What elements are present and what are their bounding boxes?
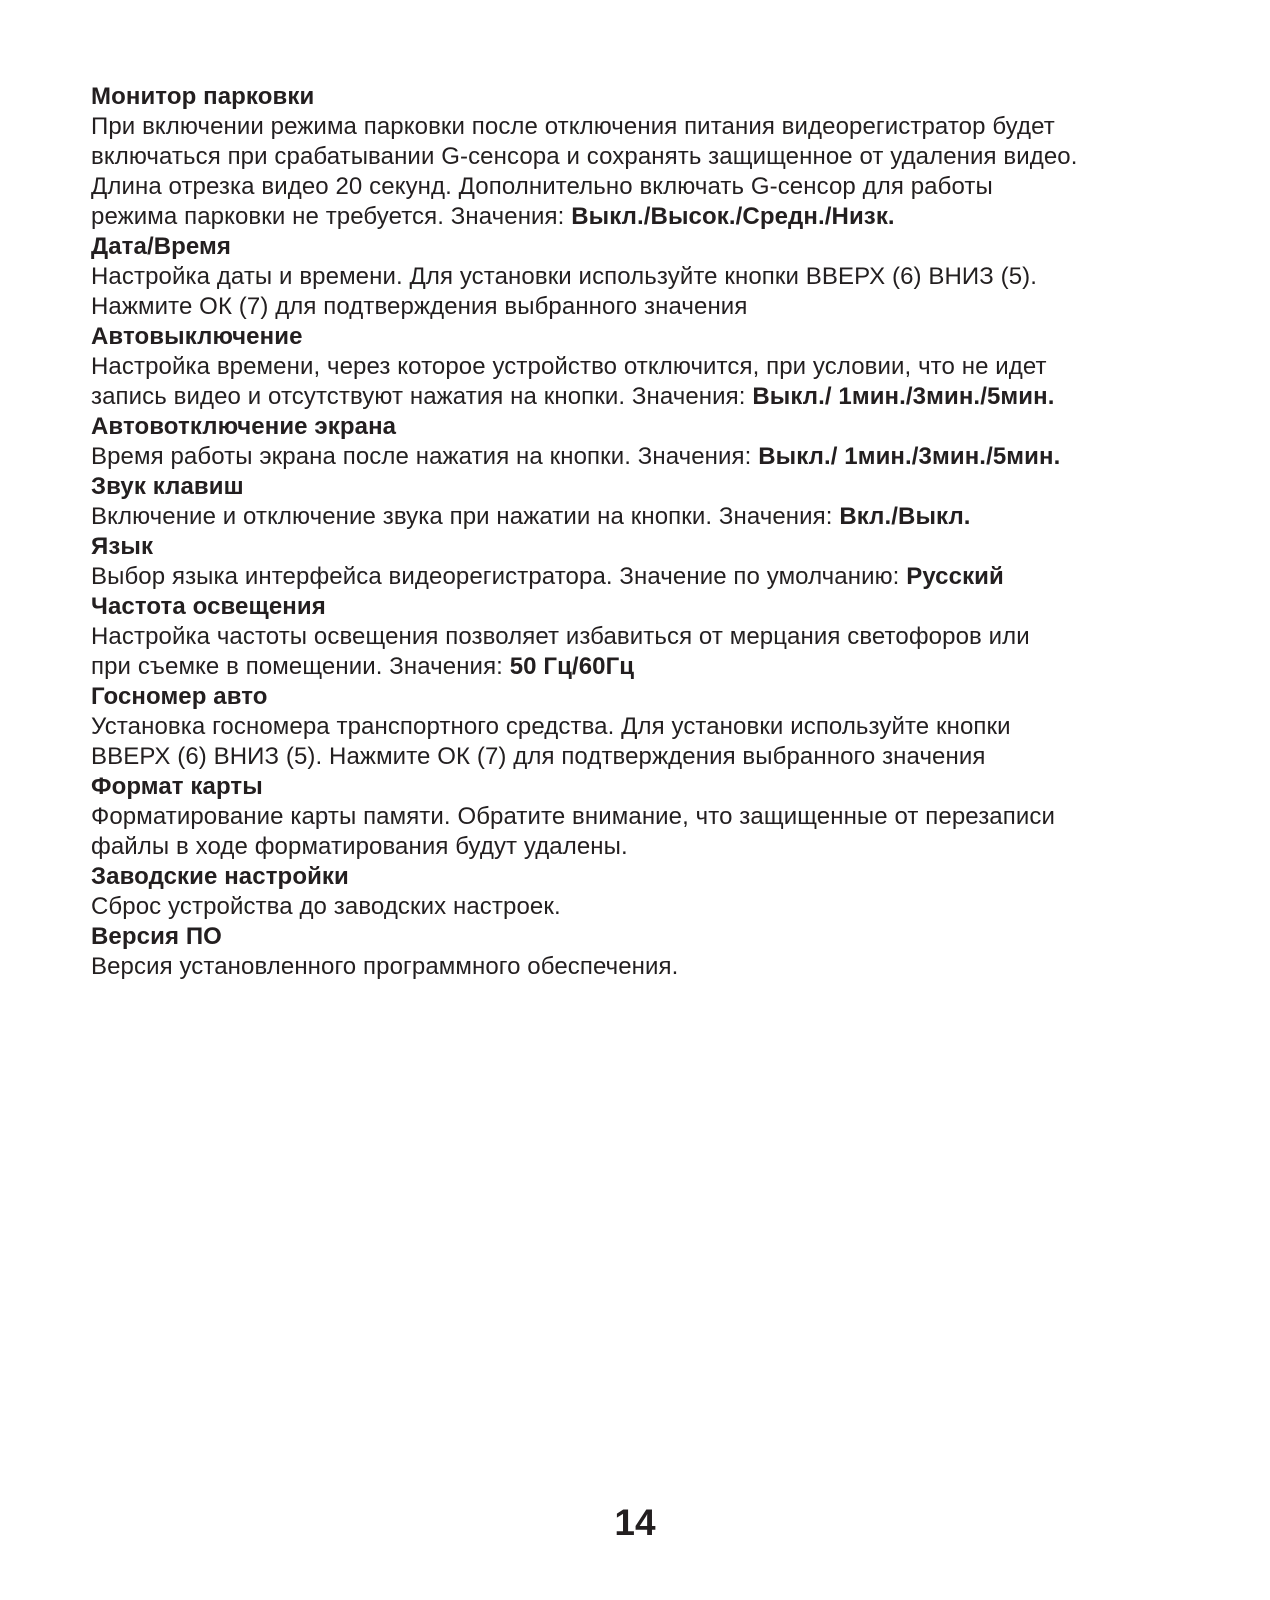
body-line <box>91 112 1181 142</box>
manual-section <box>91 412 1181 472</box>
text-run: Форматирование карты памяти. Обратите внимание, что защищенные от перезаписи <box>91 803 1055 830</box>
body-line <box>91 352 1181 382</box>
body-line <box>91 802 1181 832</box>
manual-section <box>91 682 1181 772</box>
body-line <box>91 712 1181 742</box>
text-run: Выбор языка интерфейса видеорегистратора. Значение по умолчанию: <box>91 563 907 590</box>
text-run: при съемке в помещении. Значения: <box>91 653 510 680</box>
text-run: Настройка частоты освещения позволяет избавиться от мерцания светофоров или <box>91 623 1030 650</box>
body-line <box>91 562 1181 592</box>
body-line <box>91 142 1181 172</box>
section-heading: Версия ПО <box>91 923 222 950</box>
body-line <box>91 172 1181 202</box>
manual-section <box>91 472 1181 532</box>
body-line <box>91 742 1181 772</box>
page-number: 14 <box>614 1502 656 1543</box>
manual-section <box>91 862 1181 922</box>
section-heading: Язык <box>91 533 154 560</box>
text-run: Установка госномера транспортного средства. Для установки используйте кнопки <box>91 713 1011 740</box>
text-run: Включение и отключение звука при нажатии на кнопки. Значения: <box>91 503 840 530</box>
body-line <box>91 202 1181 232</box>
body-line <box>91 382 1181 412</box>
text-run: режима парковки не требуется. Значения: <box>91 203 572 230</box>
section-heading: Дата/Время <box>91 233 231 260</box>
text-run: файлы в ходе форматирования будут удалены. <box>91 833 628 860</box>
body-line <box>91 832 1181 862</box>
section-heading: Госномер авто <box>91 683 268 710</box>
manual-section <box>91 532 1181 592</box>
text-run: Длина отрезка видео 20 секунд. Дополнительно включать G-сенсор для работы <box>91 173 993 200</box>
body-line <box>91 652 1181 682</box>
manual-section <box>91 322 1181 412</box>
section-heading: Частота освещения <box>91 593 326 620</box>
body-line <box>91 502 1181 532</box>
text-run: При включении режима парковки после отключения питания видеорегистратор будет <box>91 113 1055 140</box>
manual-section <box>91 772 1181 862</box>
bold-value-run: Выкл./ 1мин./3мин./5мин. <box>758 443 1061 470</box>
text-run: включаться при срабатывании G-сенсора и сохранять защищенное от удаления видео. <box>91 143 1078 170</box>
bold-value-run: Русский <box>906 563 1004 590</box>
manual-sections <box>91 82 1181 982</box>
body-line <box>91 892 1181 922</box>
section-heading: Автовыключение <box>91 323 303 350</box>
section-heading: Автовотключение экрана <box>91 413 397 440</box>
section-heading: Формат карты <box>91 773 263 800</box>
text-run: Настройка даты и времени. Для установки используйте кнопки ВВЕРХ (6) ВНИЗ (5). <box>91 263 1038 290</box>
manual-section <box>91 592 1181 682</box>
text-run: Нажмите ОК (7) для подтверждения выбранного значения <box>91 293 748 320</box>
text-run: запись видео и отсутствуют нажатия на кнопки. Значения: <box>91 383 753 410</box>
bold-value-run: 50 Гц/60Гц <box>509 653 635 680</box>
section-heading: Заводские настройки <box>91 863 349 890</box>
body-line <box>91 622 1181 652</box>
bold-value-run: Выкл./ 1мин./3мин./5мин. <box>752 383 1055 410</box>
text-run: Настройка времени, через которое устройство отключится, при условии, что не идет <box>91 353 1047 380</box>
body-line <box>91 262 1181 292</box>
body-line <box>91 442 1181 472</box>
text-run: Сброс устройства до заводских настроек. <box>91 893 561 920</box>
text-run: ВВЕРХ (6) ВНИЗ (5). Нажмите ОК (7) для подтверждения выбранного значения <box>91 743 986 770</box>
bold-value-run: Выкл./Высок./Средн./Низк. <box>571 203 895 230</box>
manual-section <box>91 922 1181 982</box>
text-run: Версия установленного программного обеспечения. <box>91 953 679 980</box>
manual-section <box>91 82 1181 232</box>
section-heading: Звук клавиш <box>91 473 244 500</box>
body-line <box>91 952 1181 982</box>
body-line <box>91 292 1181 322</box>
section-heading: Монитор парковки <box>91 83 315 110</box>
text-run: Время работы экрана после нажатия на кнопки. Значения: <box>91 443 759 470</box>
manual-section <box>91 232 1181 322</box>
bold-value-run: Вкл./Выкл. <box>839 503 971 530</box>
